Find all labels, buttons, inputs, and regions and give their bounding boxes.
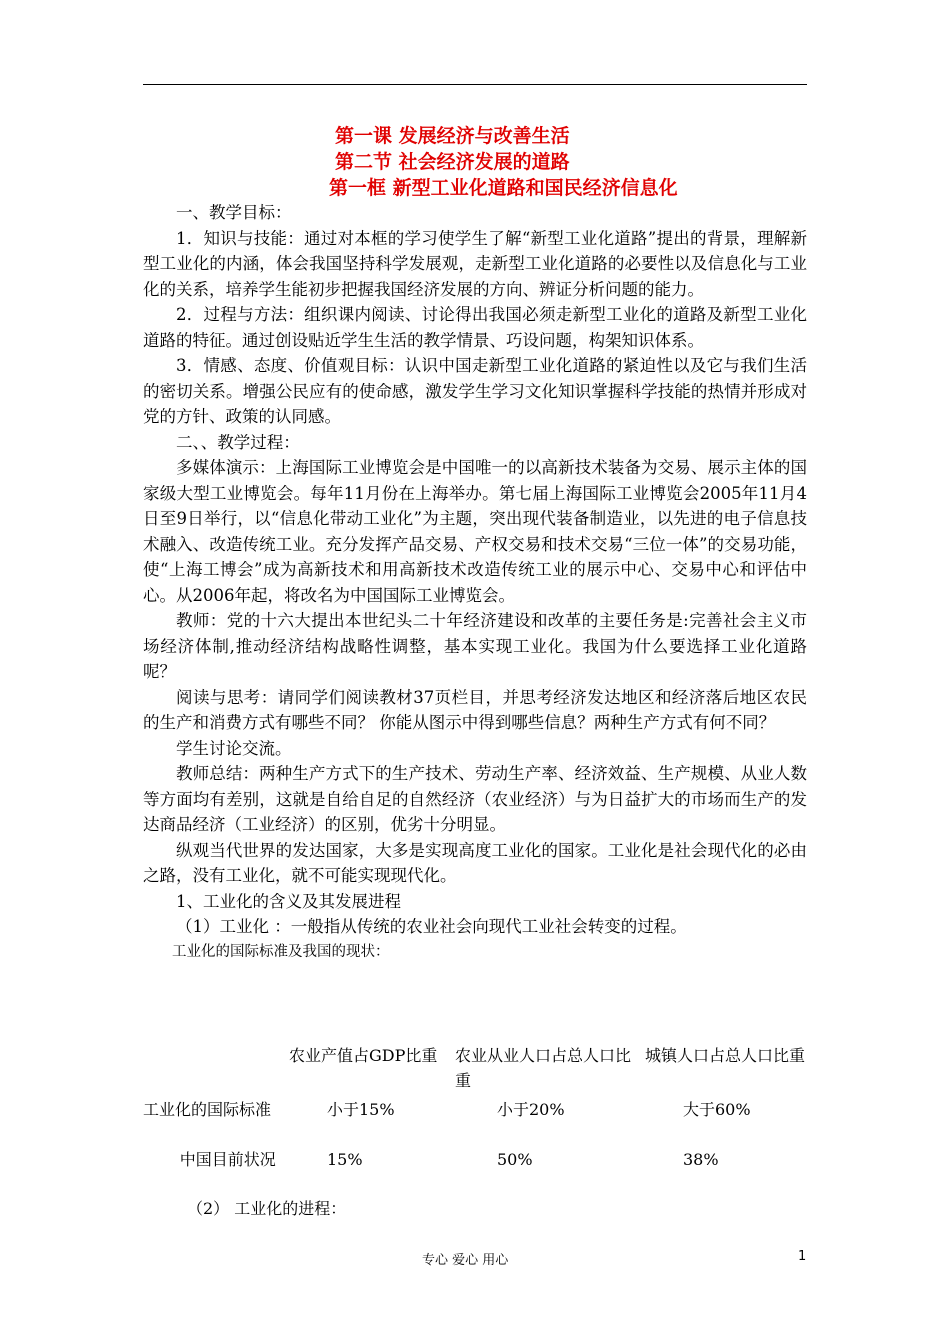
paragraph: 1．知识与技能：通过对本框的学习使学生了解“新型工业化道路”提出的背景，理解新型工业化的内涵，体会我国坚持科学发展观，走新型工业化道路的必要性以及信息化与工业化的关系，培养学生能初步把握我国经济发展的方向、辨证分析问题的能力。 xyxy=(143,228,807,299)
paragraph: 一、教学目标： xyxy=(176,203,292,222)
paragraph: 教师：党的十六大提出本世纪头二十年经济建设和改革的主要任务是:完善社会主义市场经济体制,推动经济结构战略性调整，基本实现工业化。我国为什么要选择工业化道路呢？ xyxy=(143,611,807,681)
footer-text: 专心 爱心 用心 xyxy=(422,1253,509,1268)
frame-title: 第一框 新型工业化道路和国民经济信息化 xyxy=(329,177,678,199)
table-header: 城镇人口占总人口比重 xyxy=(645,1046,806,1065)
document-body xyxy=(143,200,807,965)
table-cell: 15% xyxy=(327,1150,363,1169)
paragraph: 2．过程与方法：组织课内阅读、讨论得出我国必须走新型工业化的道路及新型工业化道路的特征。通过创设贴近学生生活的教学情景、巧设问题，构架知识体系。 xyxy=(143,305,807,350)
table-cell: 50% xyxy=(497,1150,533,1169)
paragraph: 学生讨论交流。 xyxy=(176,738,292,758)
table-cell: 大于60% xyxy=(683,1100,751,1119)
paragraph: （1）工业化 ：一般指从传统的农业社会向现代工业社会转变的过程。 xyxy=(176,917,687,936)
table-cell: 小于20% xyxy=(497,1100,565,1119)
paragraph: 纵观当代世界的发达国家，大多是实现高度工业化的国家。工业化是社会现代化的必由之路，没有工业化，就不可能实现现代化。 xyxy=(143,840,807,885)
table-row-label: 工业化的国际标准 xyxy=(143,1100,272,1119)
table-cell: 小于15% xyxy=(327,1100,395,1119)
paragraph: 工业化的国际标准及我国的现状： xyxy=(172,943,390,960)
page-number: 1 xyxy=(798,1249,807,1264)
table-row-label: 中国目前状况 xyxy=(179,1150,276,1169)
table-cell: 38% xyxy=(683,1150,719,1169)
paragraph: 二、、教学过程： xyxy=(176,432,300,452)
paragraph: 教师总结：两种生产方式下的生产技术、劳动生产率、经济效益、生产规模、从业人数等方面均有差别，这就是自给自足的自然经济（农业经济）与为日益扩大的市场而生产的发达商品经济（工业经济）的区别，优劣十分明显。 xyxy=(143,764,807,834)
paragraph: （2） 工业化的进程： xyxy=(187,1199,347,1218)
paragraph: 1、工业化的含义及其发展进程 xyxy=(176,891,401,911)
paragraph: 多媒体演示：上海国际工业博览会是中国唯一的以高新技术装备为交易、展示主体的国家级大型工业博览会。每年11月份在上海举办。第七届上海国际工业博览会2005年11月4日至9日举行，以“信息化带动工业化”为主题，突出现代装备制造业，以先进的电子信息技术融入、改造传统工业。充分发挥产品交易、产权交易和技术交易“三位一体”的交易功能，使“上海工博会”成为高新技术和用高新技术改造传统工业的展示中心、交易中心和评估中心。从2006年起，将改名为中国国际工业博览会。 xyxy=(143,458,807,605)
lesson-title: 第一课 发展经济与改善生活 xyxy=(335,125,570,147)
paragraph: 阅读与思考：请同学们阅读教材37页栏目，并思考经济发达地区和经济落后地区农民的生产和消费方式有哪些不同？ 你能从图示中得到哪些信息？两种生产方式有何不同？ xyxy=(143,687,807,732)
table-header: 农业从业人口占总人口比重 xyxy=(455,1046,632,1090)
section-title: 第二节 社会经济发展的道路 xyxy=(335,151,570,173)
header-rule xyxy=(143,84,807,85)
paragraph: 3．情感、态度、价值观目标：认识中国走新型工业化道路的紧迫性以及它与我们生活的密切关系。增强公民应有的使命感，激发学生学习文化知识掌握科学技能的热情并形成对党的方针、政策的认同感。 xyxy=(143,356,807,426)
table-header: 农业产值占GDP比重 xyxy=(289,1046,438,1065)
